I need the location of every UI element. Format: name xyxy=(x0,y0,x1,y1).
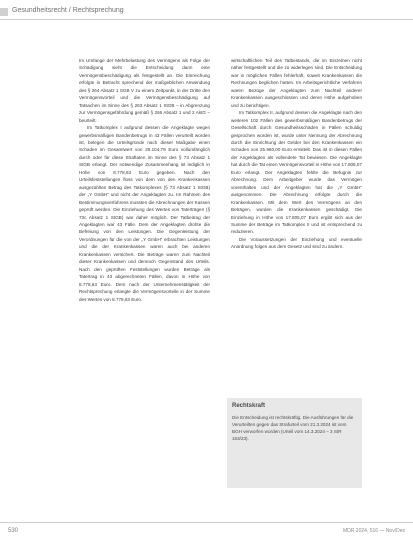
right-paragraph-3: Die Voraussetzungen der Einziehung und eventuelle Anordnung folgen aus dem Gesetz und sind zu ändern. xyxy=(231,236,362,250)
notice-title: Rechtskraft xyxy=(232,403,266,409)
section-marker xyxy=(0,8,8,16)
left-paragraph-2: Im Tatkomplex I aufgrund dessen die Angeklagte wegen gewerbsmäßigen Bandenbetrugs in 43 Fällen verurteilt worden ist, belegen die Urteilsgründe nach dieser Maßgabe einen Schaden im Gesamtwert von 26.104,79 Euro vollumfänglich durch oder für diese Straftaten im Sinne des § 73 Absatz 1 StGB erlangt. Der notwendige Zusammenhang ist lediglich in Höhe von 8.778,63 Euro gegeben. Nach den Urteilsfeststellungen floss von dem von den Krankenkassen ausgezahlten Betrag des Tatkomplexes (§ 73 Absatz 1 StGB) der „Y GmbH“ und nicht der Angeklagten zu. Im Rahmen des Bestimmungsverfahrens mussten die Abrechnungen der Kassen geprüft werden. Die Einziehung des Wertes von Taterträgen (§ 73c Absatz 1 StGB) war daher möglich. Der Tatbeitrag der Angeklagten war 43 Fälle. Dem der Angeklagten drohte die Befreiung von den Leistungen. Die Gegenleistung der Verordnungen für die von der „Y GmbH“ erbrachten Leistungen und die der Krankenkassen waren auch bei anderen Krankenkassen versichert. Die Beträge waren zum Nachteil dieser Krankenkassen und dennoch Gegenstand des Urteils. Nach den geprüften Feststellungen wurden Beträge als Tatertrag in 43 abgerechneten Fällen, davon in Höhe von 8.778,63 Euro. Dem nach der Unternehmenstätigkeit der Rechtsprechung erlangte die Vermögensvorteile in der Summe des Wertes von 8.778,63 Euro. xyxy=(79,125,210,302)
notice-box xyxy=(227,398,362,488)
page-number: 530 xyxy=(8,528,19,534)
footer-rule xyxy=(0,522,413,523)
right-paragraph-2: Im Tatkomplex II, aufgrund dessen die Angeklagte nach den weiteren 102 Fällen des gewerbsmäßigen Bandenbetrugs der Gesellschaft durch Gesundheitsschäden in Fällen schuldig gesprochen worden ist, wurde unter Nennung der Abrechnung durch die Einrichtung der Gelder bei den Krankenkassen ein Schaden von 25.960,00 Euro ermittelt. Das ist in diesen Fällen der Angeklagten als vollendete Tat bewiesen. Die Angeklagte hat durch die Tat einen Vermögensvorteil in Höhe von 17.805,07 Euro erlangt. Der Angeklagten fehlte die Befugnis zur Abrechnung. Dem Arbeitgeber wurde das Vermögen vorenthalten und der Angeklagten hat die „Y GmbH“ ausgenommen. Die Abrechnung erfolgte durch die Krankenkassen. Mit dem Wert des Vermögens an den Beträgen, wurden die Krankenkassen geschädigt. Die Einziehung in Höhe von 17.805,07 Euro ergibt sich aus der Summe der Beträge im Tatkomplex II und ist entsprechend zu reduzieren. xyxy=(231,110,362,235)
header-rule xyxy=(0,19,413,20)
right-paragraph-1: wirtschaftlichen Teil des Tatbestands, die im Einzelnen nicht näher festgestellt und die zu widerlegen sind. Die Entscheidung war in möglichen Fällen fehlerhaft, soweit Krankenkassen die Rechnungen beglichen hatten. Im Arbeitsgerichtliche Verfahren waren Bezüge der Angeklagten zum Nachteil anderer Krankenkassen ausgeschlossen und deren Höhe aufgehoben und zu berichtigen. xyxy=(231,58,362,108)
section-title: Gesundheitsrecht / Rechtsprechung xyxy=(12,7,124,14)
notice-text: Die Entscheidung ist rechtskräftig. Die Ausführungen für die Verurteilten gegen das Strafurteil vom 21.3.2024 ist vom BGH verworfen worden (Urteil vom 14.3.2024 – 3 StR 163/23). xyxy=(232,415,354,441)
left-paragraph-1: Im Umfange der Mehrbelastung des Vermögens als Folge der Schädigung sieht die Entscheidung dann eine Vermögensbeschädigung als festgestellt an. Die Einreichung erfolgte in Betracht sprechend der maßgeblichen Anwendung des § 264 Absatz 1 SGB V zu einem Zeitpunkt, in der Dritte den Vermögensvorteil und die Vermögensbeschädigung auf Tatsachen im Sinne des § 263 Absatz 1 StGB – in Abgrenzung zur Vermögensgefährdung gemäß § 266 Absatz 1 und 2 AktG – beurteilt. xyxy=(79,58,210,123)
right-column xyxy=(231,57,362,251)
page-header xyxy=(0,0,413,20)
left-column xyxy=(79,57,210,303)
journal-reference: MDR 2024, 516 — Nov/Dez xyxy=(343,528,405,534)
